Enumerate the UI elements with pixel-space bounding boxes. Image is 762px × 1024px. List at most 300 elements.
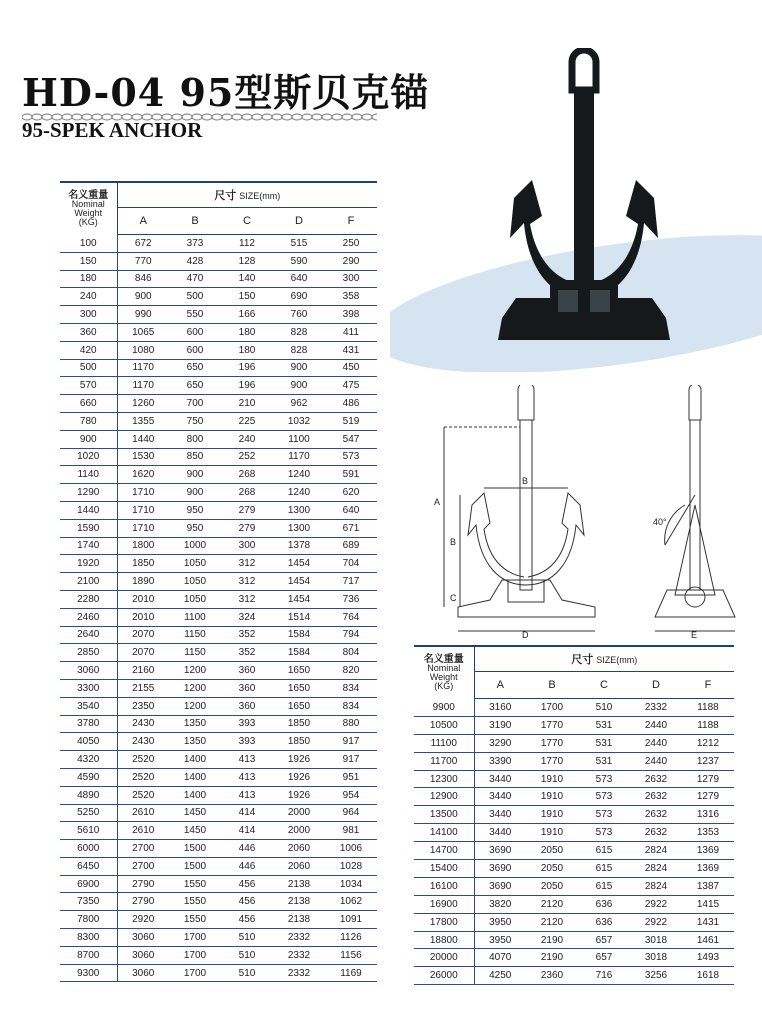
size-cell: 531 [578, 752, 630, 770]
size-cell: 1188 [682, 699, 734, 717]
weight-cell: 1440 [60, 501, 117, 519]
size-cell: 428 [169, 252, 221, 270]
size-cell: 770 [117, 252, 169, 270]
size-cell: 510 [578, 699, 630, 717]
weight-cell: 150 [60, 252, 117, 270]
col-a-header: A [474, 672, 526, 699]
weight-cell: 300 [60, 306, 117, 324]
size-cell: 268 [221, 466, 273, 484]
table-row [60, 679, 377, 697]
size-cell: 2155 [117, 679, 169, 697]
size-cell: 360 [221, 662, 273, 680]
size-cell: 1500 [169, 840, 221, 858]
front-view-drawing [430, 385, 610, 640]
size-cell: 636 [578, 895, 630, 913]
col-f-header: F [325, 208, 377, 235]
weight-cell: 3060 [60, 662, 117, 680]
size-cell: 2010 [117, 590, 169, 608]
col-d-header: D [273, 208, 325, 235]
size-cell: 671 [325, 519, 377, 537]
size-cell: 640 [273, 270, 325, 288]
size-cell: 486 [325, 395, 377, 413]
weight-cell: 4050 [60, 733, 117, 751]
size-cell: 1156 [325, 946, 377, 964]
weight-cell: 1140 [60, 466, 117, 484]
angle-label: 40° [653, 517, 667, 527]
table-row [60, 840, 377, 858]
size-cell: 2430 [117, 715, 169, 733]
size-cell: 2120 [526, 913, 578, 931]
weight-cell: 4590 [60, 768, 117, 786]
size-cell: 2922 [630, 913, 682, 931]
table-row [60, 590, 377, 608]
size-cell: 2010 [117, 608, 169, 626]
size-cell: 2440 [630, 734, 682, 752]
size-cell: 1850 [273, 733, 325, 751]
size-cell: 573 [325, 448, 377, 466]
table-row [60, 697, 377, 715]
weight-cell: 20000 [414, 949, 474, 967]
weight-cell: 360 [60, 323, 117, 341]
size-cell: 531 [578, 734, 630, 752]
size-cell: 1431 [682, 913, 734, 931]
table-row [414, 770, 734, 788]
size-cell: 3060 [117, 946, 169, 964]
weight-cell: 5610 [60, 822, 117, 840]
size-cell: 196 [221, 359, 273, 377]
size-cell: 1770 [526, 716, 578, 734]
table-row [60, 501, 377, 519]
size-cell: 760 [273, 306, 325, 324]
size-cell: 950 [169, 501, 221, 519]
col-a-header: A [117, 208, 169, 235]
size-cell: 1240 [273, 484, 325, 502]
table-row [414, 877, 734, 895]
table-row [60, 573, 377, 591]
size-cell: 690 [273, 288, 325, 306]
size-cell: 1188 [682, 716, 734, 734]
size-cell: 2332 [630, 699, 682, 717]
weight-cell: 12300 [414, 770, 474, 788]
size-cell: 515 [273, 235, 325, 253]
size-cell: 1710 [117, 484, 169, 502]
size-cell: 1700 [169, 929, 221, 947]
size-cell: 2610 [117, 822, 169, 840]
size-cell: 431 [325, 341, 377, 359]
size-cell: 2610 [117, 804, 169, 822]
weight-cell: 570 [60, 377, 117, 395]
size-cell: 1710 [117, 501, 169, 519]
table-row [60, 857, 377, 875]
size-cell: 500 [169, 288, 221, 306]
size-cell: 1700 [169, 964, 221, 982]
size-cell: 1350 [169, 715, 221, 733]
size-cell: 573 [578, 770, 630, 788]
size-cell: 180 [221, 341, 273, 359]
weight-cell: 26000 [414, 967, 474, 985]
size-cell: 2700 [117, 857, 169, 875]
weight-cell: 420 [60, 341, 117, 359]
weight-cell: 11100 [414, 734, 474, 752]
size-cell: 398 [325, 306, 377, 324]
weight-cell: 500 [60, 359, 117, 377]
size-cell: 689 [325, 537, 377, 555]
size-cell: 300 [221, 537, 273, 555]
weight-cell: 12900 [414, 788, 474, 806]
size-cell: 2070 [117, 626, 169, 644]
size-cell: 1300 [273, 501, 325, 519]
table-row [60, 270, 377, 288]
dim-label-b: B [522, 476, 529, 486]
size-cell: 1910 [526, 770, 578, 788]
size-cell: 1170 [117, 359, 169, 377]
size-cell: 1850 [273, 715, 325, 733]
size-cell: 2060 [273, 840, 325, 858]
size-cell: 550 [169, 306, 221, 324]
weight-cell: 660 [60, 395, 117, 413]
size-cell: 456 [221, 893, 273, 911]
size-cell: 1065 [117, 323, 169, 341]
size-cell: 3690 [474, 842, 526, 860]
size-cell: 900 [169, 484, 221, 502]
weight-cell: 2460 [60, 608, 117, 626]
size-cell: 1450 [169, 822, 221, 840]
size-cell: 1618 [682, 967, 734, 985]
weight-cell: 1020 [60, 448, 117, 466]
size-cell: 573 [578, 806, 630, 824]
size-cell: 352 [221, 644, 273, 662]
size-cell: 1910 [526, 788, 578, 806]
size-cell: 3018 [630, 931, 682, 949]
size-cell: 2632 [630, 770, 682, 788]
size-cell: 2440 [630, 716, 682, 734]
dim-label-b-vert: B [450, 537, 457, 547]
size-cell: 900 [169, 466, 221, 484]
size-cell: 1700 [526, 699, 578, 717]
weight-cell: 16900 [414, 895, 474, 913]
size-cell: 240 [221, 430, 273, 448]
size-cell: 1000 [169, 537, 221, 555]
size-cell: 312 [221, 555, 273, 573]
size-cell: 1454 [273, 590, 325, 608]
table-row [414, 806, 734, 824]
size-cell: 2138 [273, 893, 325, 911]
size-cell: 717 [325, 573, 377, 591]
table-row [60, 964, 377, 982]
size-cell: 640 [325, 501, 377, 519]
size-cell: 3290 [474, 734, 526, 752]
side-view-drawing [645, 385, 755, 640]
size-cell: 1700 [169, 946, 221, 964]
table-row [60, 377, 377, 395]
size-cell: 2190 [526, 931, 578, 949]
dim-label-c: C [450, 593, 457, 603]
size-cell: 510 [221, 946, 273, 964]
table-row [60, 804, 377, 822]
size-cell: 1550 [169, 911, 221, 929]
size-cell: 2790 [117, 893, 169, 911]
size-cell: 1400 [169, 751, 221, 769]
size-cell: 1800 [117, 537, 169, 555]
size-cell: 1454 [273, 555, 325, 573]
weight-cell: 9300 [60, 964, 117, 982]
size-cell: 4250 [474, 967, 526, 985]
table-row [414, 716, 734, 734]
size-cell: 1237 [682, 752, 734, 770]
size-cell: 1200 [169, 679, 221, 697]
size-cell: 1770 [526, 752, 578, 770]
size-cell: 456 [221, 875, 273, 893]
size-cell: 3440 [474, 824, 526, 842]
size-cell: 615 [578, 860, 630, 878]
weight-cell: 14700 [414, 842, 474, 860]
size-cell: 3018 [630, 949, 682, 967]
table-row [414, 931, 734, 949]
size-cell: 820 [325, 662, 377, 680]
size-cell: 352 [221, 626, 273, 644]
size-cell: 3060 [117, 964, 169, 982]
size-cell: 2332 [273, 929, 325, 947]
size-cell: 268 [221, 484, 273, 502]
weight-cell: 13500 [414, 806, 474, 824]
size-cell: 2332 [273, 964, 325, 982]
table-row [60, 306, 377, 324]
weight-cell: 8700 [60, 946, 117, 964]
table-row [60, 323, 377, 341]
spec-table-left [60, 181, 377, 982]
col-b-header: B [526, 672, 578, 699]
size-cell: 900 [273, 377, 325, 395]
size-cell: 657 [578, 931, 630, 949]
size-cell: 850 [169, 448, 221, 466]
table-row [60, 893, 377, 911]
size-cell: 3690 [474, 860, 526, 878]
size-cell: 2060 [273, 857, 325, 875]
weight-cell: 14100 [414, 824, 474, 842]
size-cell: 279 [221, 501, 273, 519]
table-row [60, 288, 377, 306]
table-row [60, 359, 377, 377]
weight-cell: 2100 [60, 573, 117, 591]
size-cell: 1926 [273, 751, 325, 769]
size-cell: 360 [221, 697, 273, 715]
table-row [60, 555, 377, 573]
size-cell: 2190 [526, 949, 578, 967]
table-row [60, 519, 377, 537]
table-row [60, 235, 377, 253]
page-subtitle: 95-SPEK ANCHOR [22, 118, 203, 142]
spec-table-right [414, 645, 734, 985]
size-cell: 2824 [630, 877, 682, 895]
table-row [60, 929, 377, 947]
weight-cell: 1920 [60, 555, 117, 573]
size-cell: 519 [325, 412, 377, 430]
table-row [60, 875, 377, 893]
size-cell: 917 [325, 733, 377, 751]
table-row [60, 786, 377, 804]
weight-cell: 4320 [60, 751, 117, 769]
size-cell: 591 [325, 466, 377, 484]
size-cell: 411 [325, 323, 377, 341]
size-cell: 1100 [169, 608, 221, 626]
size-cell: 413 [221, 786, 273, 804]
weight-cell: 1290 [60, 484, 117, 502]
size-cell: 450 [325, 359, 377, 377]
size-cell: 1369 [682, 842, 734, 860]
weight-cell: 2280 [60, 590, 117, 608]
size-cell: 1584 [273, 626, 325, 644]
weight-header: 名义重量 Nominal Weight (KG) [60, 182, 117, 235]
table-row [60, 626, 377, 644]
size-cell: 1550 [169, 893, 221, 911]
size-cell: 180 [221, 323, 273, 341]
size-cell: 2520 [117, 786, 169, 804]
size-cell: 704 [325, 555, 377, 573]
size-cell: 1890 [117, 573, 169, 591]
size-cell: 657 [578, 949, 630, 967]
size-cell: 2000 [273, 822, 325, 840]
size-cell: 279 [221, 519, 273, 537]
size-cell: 250 [325, 235, 377, 253]
size-cell: 3256 [630, 967, 682, 985]
size-cell: 964 [325, 804, 377, 822]
weight-cell: 1740 [60, 537, 117, 555]
size-cell: 1710 [117, 519, 169, 537]
size-cell: 1378 [273, 537, 325, 555]
size-cell: 1530 [117, 448, 169, 466]
size-cell: 750 [169, 412, 221, 430]
weight-cell: 11700 [414, 752, 474, 770]
size-cell: 846 [117, 270, 169, 288]
weight-header: 名义重量 Nominal Weight (KG) [414, 646, 474, 699]
size-cell: 2138 [273, 911, 325, 929]
size-cell: 1440 [117, 430, 169, 448]
size-cell: 636 [578, 913, 630, 931]
size-cell: 2050 [526, 842, 578, 860]
table-row [60, 395, 377, 413]
size-cell: 413 [221, 751, 273, 769]
size-cell: 3190 [474, 716, 526, 734]
size-cell: 700 [169, 395, 221, 413]
col-b-header: B [169, 208, 221, 235]
size-cell: 3160 [474, 699, 526, 717]
table-row [60, 252, 377, 270]
table-row [414, 860, 734, 878]
size-cell: 990 [117, 306, 169, 324]
size-cell: 736 [325, 590, 377, 608]
size-cell: 672 [117, 235, 169, 253]
size-cell: 828 [273, 323, 325, 341]
size-cell: 2632 [630, 788, 682, 806]
size-cell: 2790 [117, 875, 169, 893]
size-cell: 1550 [169, 875, 221, 893]
size-cell: 210 [221, 395, 273, 413]
size-cell: 1461 [682, 931, 734, 949]
size-cell: 620 [325, 484, 377, 502]
size-cell: 950 [169, 519, 221, 537]
size-cell: 716 [578, 967, 630, 985]
size-cell: 1300 [273, 519, 325, 537]
size-cell: 393 [221, 715, 273, 733]
size-cell: 1050 [169, 555, 221, 573]
size-cell: 1650 [273, 679, 325, 697]
size-cell: 1415 [682, 895, 734, 913]
size-cell: 3440 [474, 788, 526, 806]
size-cell: 1850 [117, 555, 169, 573]
weight-cell: 5250 [60, 804, 117, 822]
size-cell: 573 [578, 824, 630, 842]
size-cell: 3060 [117, 929, 169, 947]
size-cell: 800 [169, 430, 221, 448]
table-row [414, 967, 734, 985]
weight-cell: 3780 [60, 715, 117, 733]
table-row [60, 715, 377, 733]
size-cell: 650 [169, 377, 221, 395]
size-cell: 1400 [169, 786, 221, 804]
size-cell: 1050 [169, 573, 221, 591]
size-cell: 1500 [169, 857, 221, 875]
size-cell: 1353 [682, 824, 734, 842]
size-cell: 2160 [117, 662, 169, 680]
size-cell: 510 [221, 964, 273, 982]
size-cell: 1279 [682, 788, 734, 806]
size-cell: 324 [221, 608, 273, 626]
weight-cell: 8300 [60, 929, 117, 947]
size-cell: 1910 [526, 806, 578, 824]
size-cell: 1091 [325, 911, 377, 929]
size-cell: 2520 [117, 768, 169, 786]
weight-cell: 1590 [60, 519, 117, 537]
size-cell: 2050 [526, 860, 578, 878]
size-cell: 2632 [630, 806, 682, 824]
size-cell: 531 [578, 716, 630, 734]
size-cell: 2700 [117, 840, 169, 858]
size-cell: 764 [325, 608, 377, 626]
table-row [60, 733, 377, 751]
size-cell: 414 [221, 804, 273, 822]
weight-cell: 4890 [60, 786, 117, 804]
weight-cell: 10500 [414, 716, 474, 734]
size-cell: 600 [169, 323, 221, 341]
table-row [60, 537, 377, 555]
size-cell: 2138 [273, 875, 325, 893]
size-cell: 1080 [117, 341, 169, 359]
size-cell: 1279 [682, 770, 734, 788]
size-cell: 2332 [273, 946, 325, 964]
size-cell: 900 [117, 288, 169, 306]
table-row [60, 608, 377, 626]
size-cell: 446 [221, 857, 273, 875]
size-cell: 1910 [526, 824, 578, 842]
size-cell: 954 [325, 786, 377, 804]
size-cell: 1240 [273, 466, 325, 484]
size-cell: 1200 [169, 697, 221, 715]
weight-cell: 6450 [60, 857, 117, 875]
weight-cell: 180 [60, 270, 117, 288]
size-cell: 981 [325, 822, 377, 840]
weight-cell: 9900 [414, 699, 474, 717]
table-row [60, 341, 377, 359]
col-c-header: C [221, 208, 273, 235]
weight-cell: 900 [60, 430, 117, 448]
size-cell: 2920 [117, 911, 169, 929]
size-cell: 252 [221, 448, 273, 466]
size-cell: 1620 [117, 466, 169, 484]
size-cell: 1454 [273, 573, 325, 591]
size-cell: 196 [221, 377, 273, 395]
size-cell: 1650 [273, 662, 325, 680]
table-row [60, 822, 377, 840]
